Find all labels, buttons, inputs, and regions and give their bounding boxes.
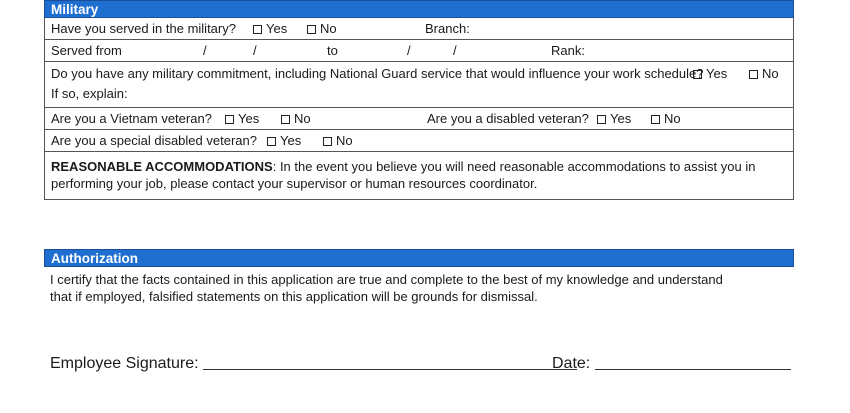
vietnam-no-option[interactable]: No — [281, 111, 311, 126]
vietnam-question: Are you a Vietnam veteran? — [51, 111, 212, 126]
served-to-slash-2: / — [453, 43, 457, 58]
served-yes-checkbox[interactable] — [253, 25, 262, 34]
commitment-no-option[interactable]: No — [749, 66, 779, 81]
disabled-no-checkbox[interactable] — [651, 115, 660, 124]
disabled-yes-checkbox[interactable] — [597, 115, 606, 124]
served-from-slash-2: / — [253, 43, 257, 58]
served-no-option[interactable]: No — [307, 21, 337, 36]
if-so-explain-label: If so, explain: — [51, 86, 128, 101]
signature-label: Employee Signature: — [50, 355, 199, 372]
vietnam-yes-checkbox[interactable] — [225, 115, 234, 124]
special-disabled-no-option[interactable]: No — [323, 133, 353, 148]
disabled-no-option[interactable]: No — [651, 111, 681, 126]
served-yes-option[interactable]: Yes — [253, 21, 287, 36]
disabled-question: Are you a disabled veteran? — [427, 111, 589, 126]
commitment-question: Do you have any military commitment, including National Guard service that would influence your work schedule? — [51, 66, 704, 81]
special-disabled-row — [44, 130, 794, 152]
military-header: Military — [44, 0, 794, 18]
served-from-row — [44, 40, 794, 62]
special-disabled-no-checkbox[interactable] — [323, 137, 332, 146]
commitment-row — [44, 62, 794, 108]
served-from-label: Served from — [51, 43, 122, 58]
disabled-yes-option[interactable]: Yes — [597, 111, 631, 126]
authorization-section — [44, 249, 794, 397]
served-to-slash-1: / — [407, 43, 411, 58]
certify-paragraph: I certify that the facts contained in this application are true and complete to the best of my knowledge and understand that if employed, falsified statements on this application will be grounds for dismissal. — [50, 272, 723, 304]
accommodations-title: REASONABLE ACCOMMODATIONS — [51, 159, 273, 174]
vietnam-yes-option[interactable]: Yes — [225, 111, 259, 126]
date-field[interactable] — [552, 355, 791, 373]
signature-line[interactable] — [203, 357, 577, 370]
special-disabled-yes-checkbox[interactable] — [267, 137, 276, 146]
authorization-header: Authorization — [44, 249, 794, 267]
served-question: Have you served in the military? — [51, 21, 236, 36]
served-from-slash-1: / — [203, 43, 207, 58]
accommodations-paragraph — [51, 158, 773, 192]
accommodations-row — [44, 152, 794, 200]
accommodations-text: : In the event you believe you will need reasonable accommodations to assist you in performing your job, please contact your supervisor or human resources coordinator. — [51, 159, 756, 191]
date-label: Date: — [552, 355, 591, 372]
served-no-checkbox[interactable] — [307, 25, 316, 34]
commitment-yes-option[interactable]: Yes — [693, 66, 727, 81]
commitment-no-checkbox[interactable] — [749, 70, 758, 79]
served-row — [44, 18, 794, 40]
signature-field[interactable] — [50, 355, 577, 373]
rank-label: Rank: — [551, 43, 585, 58]
veteran-row — [44, 108, 794, 130]
served-to-label: to — [327, 43, 338, 58]
commitment-yes-checkbox[interactable] — [693, 70, 702, 79]
authorization-body — [44, 267, 794, 397]
vietnam-no-checkbox[interactable] — [281, 115, 290, 124]
date-line[interactable] — [595, 357, 791, 370]
special-disabled-question: Are you a special disabled veteran? — [51, 133, 257, 148]
special-disabled-yes-option[interactable]: Yes — [267, 133, 301, 148]
branch-label: Branch: — [425, 21, 470, 36]
military-section — [44, 0, 794, 200]
